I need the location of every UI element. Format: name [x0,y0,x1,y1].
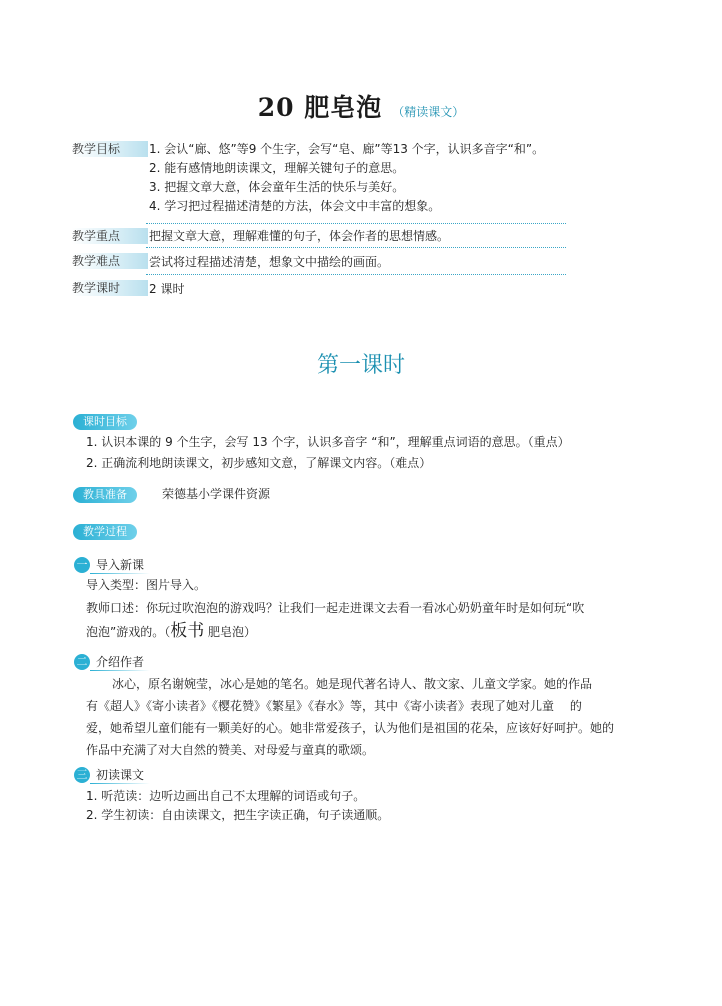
materials-text: 荣德基小学课件资源 [162,487,271,501]
hours-text: 2 课时 [149,282,185,296]
step-title: 导入新课 [96,558,145,572]
step-line-last [86,621,256,643]
step-underline [90,783,150,784]
banshu-label: 板书 [170,621,205,641]
hours-label: 教学课时 [72,280,148,296]
objective-item-2: 2. 正确流利地朗读课文，初步感知文意，了解课文内容。（难点） [86,456,432,470]
objectives-label: 课时目标 [73,414,137,430]
section-title: 第一课时 [316,353,405,378]
step-line: 作品中充满了对大自然的赞美、对母爱与童真的歌颂。 [86,743,375,757]
goals-label: 教学目标 [72,141,148,157]
step-line-suffix: 肥皂泡） [204,625,257,639]
lesson-title: 20 肥皂泡 [257,93,383,122]
difficulty-text: 尝试将过程描述清楚，想象文中描绘的画面。 [149,255,390,269]
divider [146,247,566,248]
difficulty-label: 教学难点 [72,253,148,269]
step-underline [90,670,150,671]
step-line: 导入类型：图片导入。 [86,578,207,592]
step-line: 教师口述：你玩过吹泡泡的游戏吗？让我们一起走进课文去看一看冰心奶奶童年时是如何玩“吹 [86,601,585,615]
step-title: 初读课文 [96,768,145,782]
step-line: 冰心，原名谢婉莹，冰心是她的笔名。她是现代著名诗人、散文家、儿童文学家。她的作品 [112,677,593,691]
step-line: 爱，她希望儿童们能有一颗美好的心。她非常爱孩子，认为他们是祖国的花朵，应该好好呵护。她的 [86,721,615,735]
divider [146,223,566,224]
goal-item-3: 3. 把握文章大意，体会童年生活的快乐与美好。 [149,180,405,194]
step-underline [90,573,150,574]
step-line: 2. 学生初读：自由读课文，把生字读正确，句子读通顺。 [86,808,390,822]
materials-label: 教具准备 [73,487,137,503]
step-line: 有《超人》《寄小读者》《樱花赞》《繁星》《春水》等，其中《寄小读者》表现了她对儿童 的 [86,699,582,713]
step-title: 介绍作者 [96,655,145,669]
step-line: 1. 听范读：边听边画出自己不太理解的词语或句子。 [86,789,366,803]
divider [146,274,566,275]
goal-item-1: 1. 会认“廊、悠”等9 个生字，会写“皂、廊”等13 个字，认识多音字“和”。 [149,142,545,156]
key-text: 把握文章大意，理解难懂的句子，体会作者的思想情感。 [149,229,450,243]
step-line-prefix: 泡泡”游戏的。（ [86,625,171,639]
page-title [0,88,722,124]
step-number: 三 [74,767,90,783]
process-label: 教学过程 [73,524,137,540]
step-number: 二 [74,654,90,670]
goal-item-2: 2. 能有感情地朗读课文，理解关键句子的意思。 [149,161,405,175]
key-label: 教学重点 [72,228,148,244]
goal-item-4: 4. 学习把过程描述清楚的方法，体会文中丰富的想象。 [149,199,441,213]
objective-item-1: 1. 认识本课的 9 个生字，会写 13 个字，认识多音字 “和”，理解重点词语的意思。（重点） [86,435,570,449]
step-number: 一 [74,557,90,573]
lesson-type: （精读课文） [392,105,465,119]
